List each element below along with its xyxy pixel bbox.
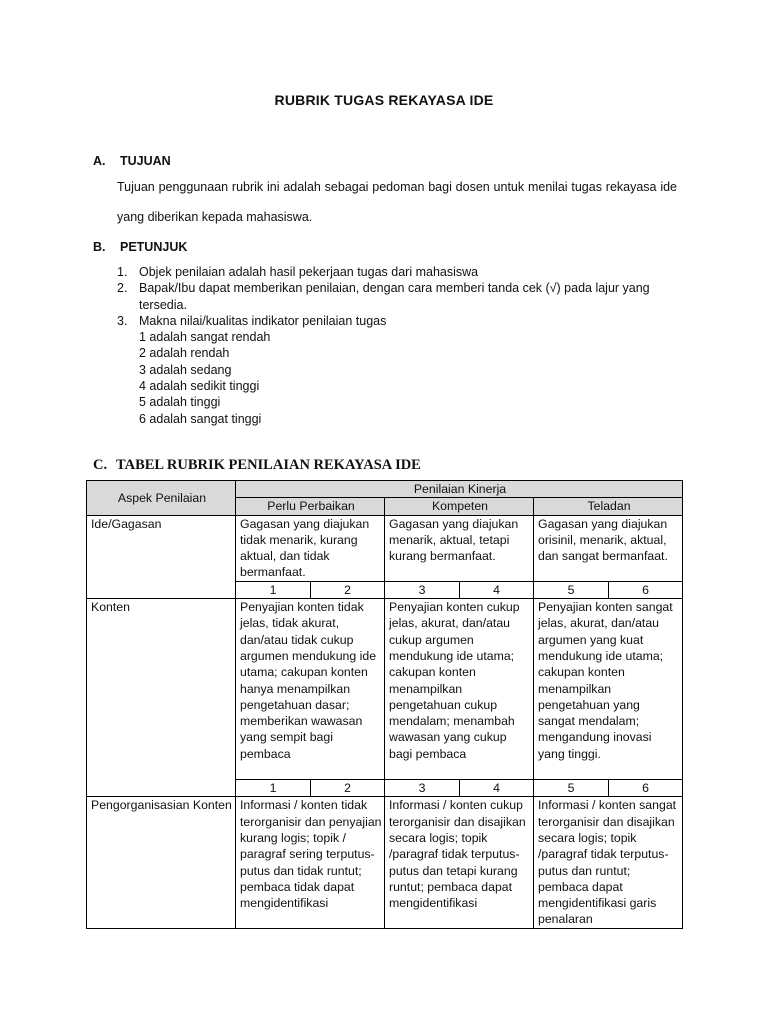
criteria-cell: Informasi / konten sangat terorganisir dan disajikan secara logis; topik /paragraf tidak terputus-putus dan runtut; pembaca dapat mengidentifikasi garis penalaran xyxy=(534,797,683,928)
list-item xyxy=(117,264,682,280)
scale-item: 3 adalah sedang xyxy=(139,362,232,377)
criteria-cell: Gagasan yang diajukan menarik, aktual, tetapi kurang bermanfaat. xyxy=(385,515,534,581)
criteria-cell: Penyajian konten cukup jelas, akurat, dan/atau cukup argumen mendukung ide utama; cakupan konten menampilkan pengetahuan cukup mendalam; menambah wawasan yang cukup bagi pembaca xyxy=(385,599,534,780)
rubric-table xyxy=(86,480,683,929)
scale-item: 6 adalah sangat tinggi xyxy=(139,411,262,426)
table-row xyxy=(87,797,683,928)
aspek-header: Aspek Penilaian xyxy=(87,481,236,516)
section-c-heading xyxy=(93,457,421,474)
kinerja-header: Penilaian Kinerja xyxy=(236,481,683,498)
score-cell[interactable]: 4 xyxy=(460,581,534,598)
criteria-cell: Informasi / konten cukup terorganisir dan disajikan secara logis; topik /paragraf tidak terputus-putus dan tetapi kurang runtut; pembaca dapat mengidentifikasi xyxy=(385,797,534,928)
scale-item: 4 adalah sedikit tinggi xyxy=(139,379,260,394)
score-cell[interactable]: 1 xyxy=(236,581,311,598)
score-cell[interactable]: 5 xyxy=(534,780,609,797)
score-cell[interactable]: 6 xyxy=(609,581,683,598)
aspek-cell: Konten xyxy=(87,599,236,797)
score-cell[interactable]: 4 xyxy=(460,780,534,797)
list-item-number: 1. xyxy=(117,265,128,279)
section-a-heading xyxy=(93,154,171,168)
scale-item: 5 adalah tinggi xyxy=(139,395,221,410)
instruction-list xyxy=(117,264,682,427)
list-item-number: 3. xyxy=(117,313,128,328)
section-a-text: Tujuan penggunaan rubrik ini adalah sebagai pedoman bagi dosen untuk menilai tugas rekayasa ide yang diberikan kepada mahasiswa. xyxy=(117,180,677,224)
scale-item: 2 adalah rendah xyxy=(139,346,230,361)
table-row xyxy=(87,515,683,581)
section-c-letter: C. xyxy=(93,457,108,473)
section-b-title: PETUNJUK xyxy=(120,240,188,254)
score-cell[interactable]: 2 xyxy=(311,780,385,797)
list-item-number: 2. xyxy=(117,281,128,296)
list-item xyxy=(117,313,682,329)
criteria-cell: Penyajian konten sangat jelas, akurat, dan/atau argumen yang kuat mendukung ide utama; cakupan konten menampilkan pengetahuan yang sangat mendalam; mengandung inovasi yang tinggi. xyxy=(534,599,683,780)
level-header: Teladan xyxy=(534,498,683,515)
scale-list xyxy=(117,329,682,427)
criteria-cell: Informasi / konten tidak terorganisir dan penyajian kurang logis; topik / paragraf sering terputus-putus dan tidak runtut; pembaca tidak dapat mengidentifikasi xyxy=(236,797,385,928)
document-title: RUBRIK TUGAS REKAYASA IDE xyxy=(274,92,494,108)
level-header: Perlu Perbaikan xyxy=(236,498,385,515)
score-cell[interactable]: 5 xyxy=(534,581,609,598)
criteria-cell: Penyajian konten tidak jelas, tidak akurat, dan/atau tidak cukup argumen mendukung ide utama; cakupan konten hanya menampilkan pengetahuan dasar; memberikan wawasan yang sempit bagi pembaca xyxy=(236,599,385,780)
aspek-cell: Pengorganisasian Konten xyxy=(87,797,236,928)
aspek-cell: Ide/Gagasan xyxy=(87,515,236,598)
section-b-letter: B. xyxy=(93,240,106,254)
table-row xyxy=(87,599,683,780)
score-cell[interactable]: 3 xyxy=(385,780,460,797)
score-cell[interactable]: 3 xyxy=(385,581,460,598)
score-cell[interactable]: 2 xyxy=(311,581,385,598)
list-item-text: Objek penilaian adalah hasil pekerjaan tugas dari mahasiswa xyxy=(139,265,479,279)
list-item-text: Makna nilai/kualitas indikator penilaian tugas xyxy=(139,313,387,328)
list-item-text: Bapak/Ibu dapat memberikan penilaian, dengan cara memberi tanda cek (√) pada lajur yang tersedia. xyxy=(139,281,650,312)
table-header-row xyxy=(87,481,683,498)
list-item xyxy=(117,280,682,313)
criteria-cell: Gagasan yang diajukan orisinil, menarik, aktual, dan sangat bermanfaat. xyxy=(534,515,683,581)
section-a-letter: A. xyxy=(93,154,106,168)
scale-item: 1 adalah sangat rendah xyxy=(139,330,271,345)
section-b-heading xyxy=(93,240,187,254)
section-a-title: TUJUAN xyxy=(120,154,171,168)
score-cell[interactable]: 1 xyxy=(236,780,311,797)
section-c-title: TABEL RUBRIK PENILAIAN REKAYASA IDE xyxy=(116,457,421,473)
criteria-cell: Gagasan yang diajukan tidak menarik, kurang aktual, dan tidak bermanfaat. xyxy=(236,515,385,581)
level-header: Kompeten xyxy=(385,498,534,515)
score-cell[interactable]: 6 xyxy=(609,780,683,797)
